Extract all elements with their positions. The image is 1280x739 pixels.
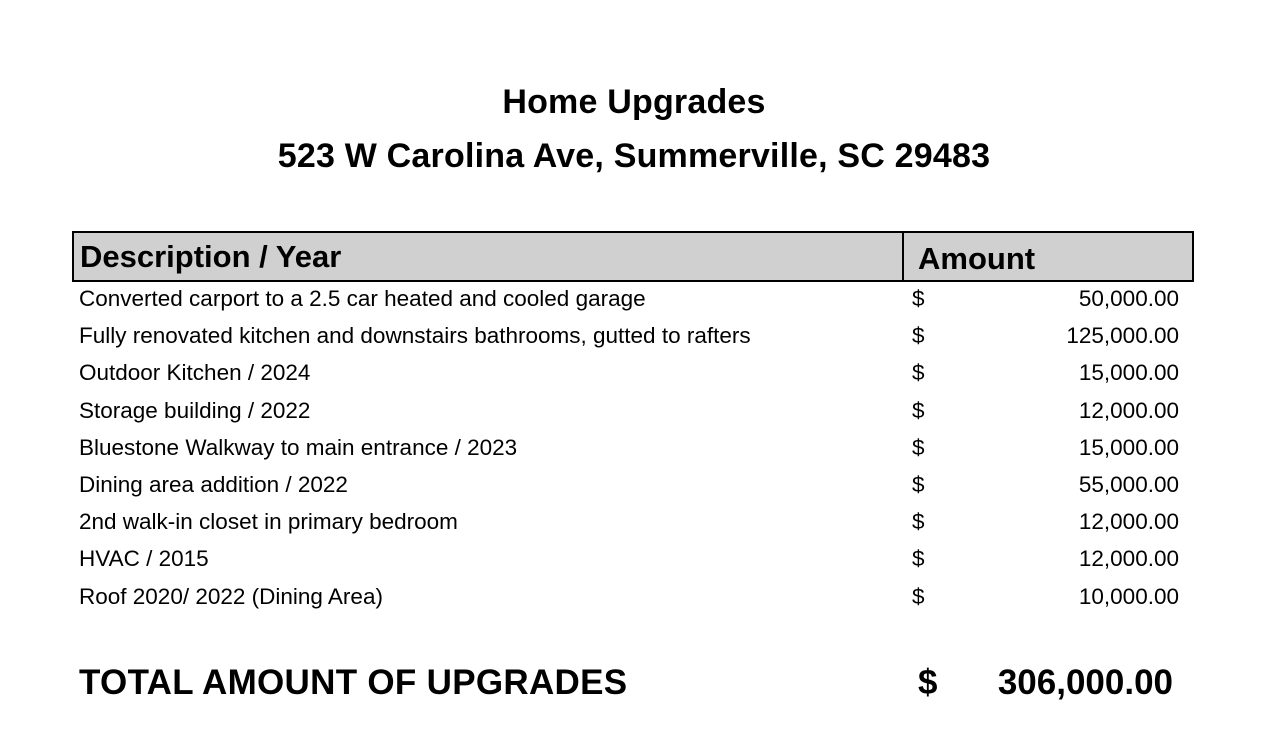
- table-row: [0, 431, 1280, 468]
- row-amount: 12,000.00: [1078, 509, 1179, 535]
- row-currency: $: [912, 434, 925, 460]
- table-row: [0, 468, 1280, 505]
- header-amount-label: Amount: [918, 241, 1036, 276]
- row-description: Outdoor Kitchen / 2024: [79, 360, 311, 386]
- row-description: Storage building / 2022: [79, 397, 311, 423]
- row-amount: 10,000.00: [1078, 583, 1179, 609]
- table-row: [0, 505, 1280, 542]
- row-currency: $: [912, 360, 925, 386]
- row-description: 2nd walk-in closet in primary bedroom: [79, 509, 458, 535]
- page-title: Home Upgrades: [502, 83, 766, 121]
- total-currency: $: [918, 663, 938, 702]
- row-description: HVAC / 2015: [79, 546, 209, 572]
- row-currency: $: [912, 583, 925, 609]
- header-description-label: Description / Year: [80, 239, 342, 274]
- row-description: Bluestone Walkway to main entrance / 2023: [79, 434, 518, 460]
- row-description: Converted carport to a 2.5 car heated and cooled garage: [79, 286, 646, 311]
- table-row: [0, 319, 1280, 356]
- row-currency: $: [912, 323, 925, 349]
- row-description: Fully renovated kitchen and downstairs bathrooms, gutted to rafters: [79, 323, 751, 349]
- row-amount: 50,000.00: [1078, 286, 1179, 311]
- row-amount: 12,000.00: [1078, 546, 1179, 572]
- total-label: TOTAL AMOUNT OF UPGRADES: [79, 663, 628, 702]
- total-row: [0, 658, 1280, 708]
- table-row: [0, 580, 1280, 617]
- row-currency: $: [912, 471, 925, 497]
- table-row: [0, 282, 1280, 319]
- row-amount: 12,000.00: [1078, 397, 1179, 423]
- total-amount: 306,000.00: [997, 663, 1173, 702]
- row-currency: $: [912, 286, 925, 311]
- table-header: [72, 231, 1194, 282]
- row-description: Dining area addition / 2022: [79, 471, 348, 497]
- upgrades-table-body: [0, 282, 1280, 617]
- table-row: [0, 394, 1280, 431]
- row-currency: $: [912, 397, 925, 423]
- property-address: 523 W Carolina Ave, Summerville, SC 29483: [277, 137, 991, 175]
- row-amount: 15,000.00: [1078, 434, 1179, 460]
- row-currency: $: [912, 509, 925, 535]
- table-row: [0, 542, 1280, 579]
- table-row: [0, 356, 1280, 393]
- row-amount: 55,000.00: [1078, 471, 1179, 497]
- row-currency: $: [912, 546, 925, 572]
- row-amount: 15,000.00: [1078, 360, 1179, 386]
- row-amount: 125,000.00: [1066, 323, 1179, 349]
- row-description: Roof 2020/ 2022 (Dining Area): [79, 583, 383, 609]
